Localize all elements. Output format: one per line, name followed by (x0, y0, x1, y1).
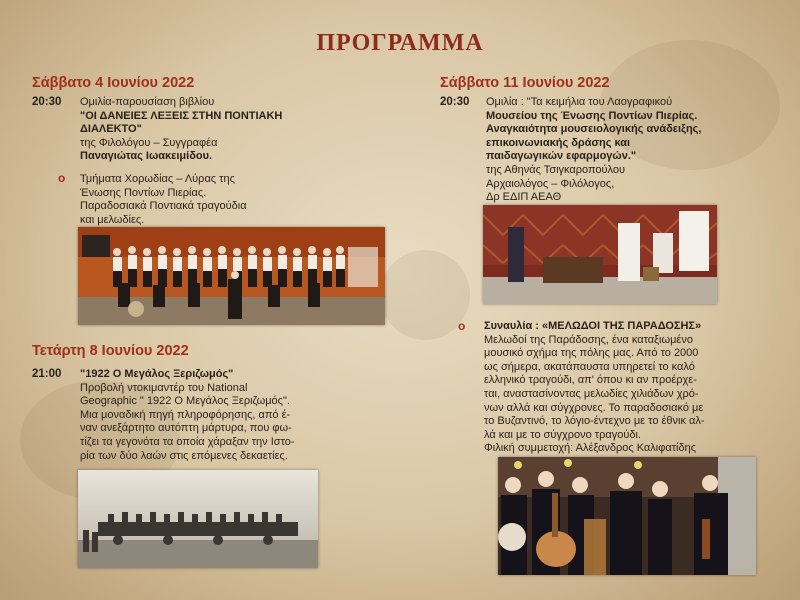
event-line: Geographic " 1922 Ο Μεγάλος Ξεριζωμός". (80, 395, 290, 408)
choir-line: Ένωσης Ποντίων Πιερίας. (80, 186, 207, 199)
author-name: Παναγιώτας Ιωακειμίδου. (80, 150, 213, 163)
paper-stain (380, 250, 470, 340)
lecture-title-line: Αναγκαιότητα μουσειολογικής ανάδειξης, (486, 123, 702, 136)
lecture-title-line (486, 96, 701, 110)
concert-title: Συναυλία : «ΜΕΛΩΔΟΙ ΤΗΣ ΠΑΡΑΔΟΣΗΣ» (484, 320, 702, 332)
concert-text (484, 320, 705, 456)
concert-line: Μελωδοί της Παράδοσης, ένα καταξιωμένο (484, 333, 693, 346)
lecture-title-line: Μουσείου της Ένωσης Ποντίων Πιερίας. (486, 109, 698, 122)
choir-line: και μελωδίες. (80, 213, 145, 226)
concert-line: νων αλλά και σύγχρονες. Το παραδοσιακό με (484, 401, 704, 414)
choir-text (80, 173, 247, 227)
event-text-sat4 (80, 96, 282, 164)
lecture-title-line: παιδαγωγικών εφαρμογών." (486, 150, 637, 163)
guest-line: Φιλική συμμετοχή: Αλέξανδρος Καλιφατίδης (484, 442, 697, 455)
speaker-line: Αρχαιολόγος – Φιλόλογος, (486, 177, 615, 190)
date-heading-sat4: Σάββατο 4 Ιουνίου 2022 (32, 75, 195, 91)
concert-line: μουσικό σχήμα της πόλης μας. Από το 2000 (484, 347, 699, 360)
choir-line: Παραδοσιακά Ποντιακά τραγούδια (80, 200, 247, 213)
event-line: ρία των δύο λαών στις επόμενες δεκαετίες. (80, 449, 288, 462)
event-line: Μια μοναδική πηγή πληροφόρησης, από έ- (80, 408, 291, 421)
museum-photo (483, 205, 717, 304)
choir-line: Τμήματα Χορωδίας – Λύρας της (80, 173, 235, 185)
documentary-title: "1922 Ο Μεγάλος Ξεριζωμός" (80, 368, 234, 380)
event-text-wed8 (80, 368, 295, 463)
book-title-line: "ΟΙ ΔΑΝΕΙΕΣ ΛΕΞΕΙΣ ΣΤΗΝ ΠΟΝΤΙΑΚΗ (80, 109, 283, 122)
lecture-prefix: Ομιλία : "Τα κειμήλια του Λαογραφικού (486, 96, 673, 108)
event-line: ναν ανεξάρτητο αυτόπτη μάρτυρα, που φω- (80, 422, 292, 435)
lecture-title-line: επικοινωνιακής δράσης και (486, 136, 631, 149)
event-line: Ομιλία-παρουσίαση βιβλίου (80, 96, 215, 108)
event-line: της Φιλολόγου – Συγγραφέα (80, 136, 218, 149)
band-photo (498, 457, 756, 575)
event-line: Προβολή ντοκιμαντέρ του National (80, 381, 248, 394)
event-time-sat11: 20:30 (440, 96, 470, 108)
bullet-marker: ο (58, 171, 66, 185)
event-time-sat4: 20:30 (32, 96, 62, 108)
concert-line: ται, αναστασίνοντας μελωδίες χιλιάδων χρό- (484, 387, 699, 400)
concert-line: ελληνικό τραγούδι, απ' όπου κι αν προέρχε- (484, 374, 697, 387)
concert-line: ως σήμερα, ακατάπαυστα υπηρετεί το καλό (484, 360, 695, 373)
bullet-marker: ο (458, 319, 466, 333)
event-time-wed8: 21:00 (32, 368, 62, 380)
event-line: τίζει τα γεγονότα τα οποία χάραξαν την Ιστο- (80, 435, 295, 448)
speaker-line: Δρ ΕΔΙΠ ΑΕΑΘ (486, 191, 562, 204)
page-title: ΠΡΟΓΡΑΜΜΑ (316, 30, 484, 56)
choir-photo (78, 227, 385, 325)
historic-photo (78, 470, 318, 568)
speaker-line: της Αθηνάς Τσιγκαροπούλου (486, 163, 626, 176)
event-text-sat11 (486, 96, 701, 205)
date-heading-sat11: Σάββατο 11 Ιουνίου 2022 (440, 75, 610, 91)
date-heading-wed8: Τετάρτη 8 Ιουνίου 2022 (32, 343, 189, 359)
book-title-line: ΔΙΑΛΕΚΤΟ" (80, 123, 142, 136)
concert-line: λά και με το σύγχρονο τραγούδι. (484, 428, 641, 441)
concert-line: το Βυζαντινό, το λόγιο-έντεχνο με το έθνικ αλ- (484, 415, 705, 428)
